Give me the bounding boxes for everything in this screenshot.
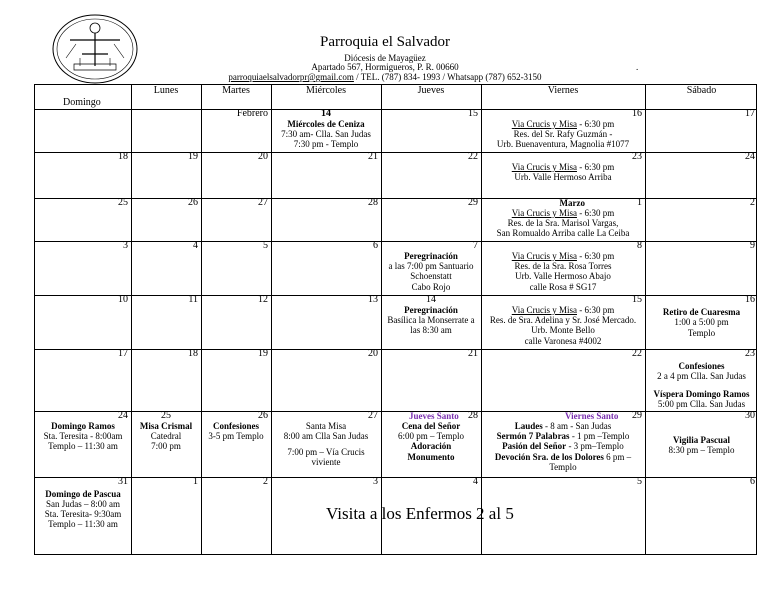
day-cell <box>645 411 758 477</box>
day-cell <box>201 295 271 349</box>
day-cell <box>201 477 271 554</box>
day-number: 7 <box>473 240 478 251</box>
day-cell <box>271 411 381 477</box>
event-line <box>481 305 645 315</box>
day-cell <box>131 477 201 554</box>
day-number: 4 <box>193 240 198 251</box>
day-cell <box>131 411 201 477</box>
day-number: 12 <box>258 294 268 305</box>
day-cell <box>131 152 201 198</box>
day-header-sabado: Sábado <box>686 85 717 96</box>
event-line: Templo – 11:30 am <box>48 519 118 529</box>
event-line: 7:30 am- Clla. San Judas <box>281 129 371 139</box>
day-number: 29 <box>468 197 478 208</box>
day-cell <box>131 295 201 349</box>
event-title: Peregrinación <box>404 305 458 315</box>
event-line <box>481 162 645 172</box>
calendar-grid <box>34 84 757 555</box>
day-number: 25 <box>118 197 128 208</box>
day-cell <box>481 241 645 295</box>
event-line: San Romualdo Arriba calle La Ceiba <box>496 228 630 238</box>
event-time: - 6:30 pm <box>576 119 615 129</box>
day-number: 25 <box>161 410 171 421</box>
day-cell <box>271 109 381 152</box>
day-cell <box>481 411 645 477</box>
address-text: Apartado 567, Hormigueros, P. R. 00660 <box>311 62 459 72</box>
event-time: - 6:30 pm <box>576 162 615 172</box>
day-cell <box>201 349 271 411</box>
event-line: Basílica la Monserrate a <box>387 315 475 325</box>
day-cell <box>35 295 131 349</box>
event-title: Sermón 7 Palabras <box>496 431 570 441</box>
day-cell <box>481 349 645 411</box>
event-title: Peregrinación <box>404 251 458 261</box>
day-number: 10 <box>118 294 128 305</box>
event-line: Santa Misa <box>305 421 347 431</box>
day-cell <box>645 241 758 295</box>
email-link[interactable]: parroquiaelsalvadorpr@gmail.com <box>228 72 354 82</box>
day-number: 27 <box>368 410 378 421</box>
day-cell <box>35 152 131 198</box>
event-title: Via Crucis y Misa <box>511 162 577 172</box>
day-number: 21 <box>368 151 378 162</box>
day-number: 3 <box>373 476 378 487</box>
event-line: a las 7:00 pm Santuario <box>388 261 474 271</box>
event-title: Misa Crismal <box>139 421 193 431</box>
event-time: 6 pm – <box>603 452 632 462</box>
event-title: Cena del Señor <box>401 421 461 431</box>
event-line: 8:00 am Clla San Judas <box>283 431 369 441</box>
event-line: 6:00 pm – Templo <box>398 431 464 441</box>
event-title: Domingo de Pascua <box>45 489 121 499</box>
day-number: 17 <box>745 108 755 119</box>
day-cell <box>381 241 481 295</box>
visita-enfermos-note: Visita a los Enfermos 2 al 5 <box>326 504 514 523</box>
day-number: 20 <box>368 348 378 359</box>
event-line <box>481 251 645 261</box>
event-title: Adoración <box>410 441 452 451</box>
event-time: - 6:30 pm <box>576 305 615 315</box>
event-time: - 8 am - San Judas <box>542 421 612 431</box>
holy-day-tag: Viernes Santo <box>565 411 619 421</box>
stray-mark: . <box>636 62 639 72</box>
event-title: Via Crucis y Misa <box>511 305 577 315</box>
day-cell <box>481 152 645 198</box>
event-line: Res. de la Sra. Marisol Vargas, <box>507 218 619 228</box>
day-header-lunes: Lunes <box>153 85 179 96</box>
day-number: 15 <box>632 294 642 305</box>
event-title: Via Crucis y Misa <box>511 119 577 129</box>
day-cell <box>645 295 758 349</box>
day-cell <box>381 411 481 477</box>
day-cell <box>131 198 201 241</box>
event-title: Retiro de Cuaresma <box>662 307 741 317</box>
day-number: 30 <box>745 410 755 421</box>
day-number: 1 <box>637 197 642 208</box>
event-line: Res. del Sr. Rafy Guzmán - <box>513 129 613 139</box>
day-cell <box>271 349 381 411</box>
day-number: 20 <box>258 151 268 162</box>
day-number: 3 <box>123 240 128 251</box>
day-number: 28 <box>468 410 478 421</box>
day-number: 29 <box>632 410 642 421</box>
day-number: 14 <box>426 294 436 305</box>
event-line <box>481 431 645 441</box>
day-number: 26 <box>188 197 198 208</box>
day-number: 16 <box>632 108 642 119</box>
day-number: 15 <box>468 108 478 119</box>
day-number: 18 <box>118 151 128 162</box>
day-header-jueves: Jueves <box>417 85 445 96</box>
event-title: Monumento <box>407 452 455 462</box>
day-number: 28 <box>368 197 378 208</box>
day-number: 24 <box>118 410 128 421</box>
day-number: 2 <box>263 476 268 487</box>
day-number: 21 <box>468 348 478 359</box>
day-number: 27 <box>258 197 268 208</box>
day-cell <box>35 198 131 241</box>
day-cell <box>201 152 271 198</box>
event-title: Domingo Ramos <box>51 421 115 431</box>
day-cell <box>645 109 758 152</box>
day-number: 23 <box>632 151 642 162</box>
event-line: Urb. Buenaventura, Magnolia #1077 <box>496 139 630 149</box>
day-cell <box>35 349 131 411</box>
event-line <box>481 119 645 129</box>
event-title: Via Crucis y Misa <box>511 208 577 218</box>
phone-info: / TEL. (787) 834- 1993 / Whatsapp (787) 652-3150 <box>353 72 542 82</box>
day-header-viernes: Viernes <box>547 85 579 96</box>
day-cell <box>271 198 381 241</box>
event-line: San Judas – 8:00 am <box>46 499 120 509</box>
day-cell <box>381 349 481 411</box>
event-line: Res. de Sra. Adelina y Sr. José Mercado. <box>489 315 637 325</box>
day-cell <box>35 241 131 295</box>
event-line: Urb. Valle Hermoso Abajo <box>515 271 611 281</box>
event-line: Urb. Monte Bello <box>531 325 595 335</box>
event-title: Víspera Domingo Ramos <box>653 389 750 399</box>
day-number: 5 <box>263 240 268 251</box>
event-line <box>481 208 645 218</box>
event-line: 2 a 4 pm Clla. San Judas <box>657 371 746 381</box>
day-header-domingo: Domingo <box>63 97 101 108</box>
event-line <box>481 421 645 431</box>
event-line: calle Rosa # SG17 <box>529 282 597 292</box>
day-number: 18 <box>188 348 198 359</box>
day-cell <box>645 477 758 554</box>
day-number: 14 <box>321 108 331 119</box>
event-title: Via Crucis y Misa <box>511 251 577 261</box>
event-title: Vigilia Pascual <box>673 435 730 445</box>
day-cell <box>381 295 481 349</box>
day-number: 31 <box>118 476 128 487</box>
event-line: Catedral <box>150 431 182 441</box>
event-line: calle Varonesa #4002 <box>524 336 602 346</box>
diocese-line: Diócesis de Mayagüez <box>344 53 426 63</box>
event-line: Templo <box>549 462 577 472</box>
day-cell <box>35 477 131 554</box>
day-number: 19 <box>258 348 268 359</box>
day-header-martes: Martes <box>222 85 250 96</box>
event-title: Miércoles de Ceniza <box>287 119 365 129</box>
day-cell <box>131 349 201 411</box>
day-cell <box>271 241 381 295</box>
day-cell <box>381 152 481 198</box>
day-cell <box>645 198 758 241</box>
day-cell <box>201 109 271 152</box>
day-cell <box>201 411 271 477</box>
event-line: Res. de la Sra. Rosa Torres <box>514 261 612 271</box>
day-cell <box>481 295 645 349</box>
event-title: Laudes <box>514 421 543 431</box>
day-number: 6 <box>750 476 755 487</box>
event-title: Devoción Sra. de los Dolores <box>494 452 604 462</box>
day-number: 22 <box>468 151 478 162</box>
event-line: 7:30 pm - Templo <box>293 139 359 149</box>
day-cell <box>645 152 758 198</box>
event-line: viviente <box>311 457 341 467</box>
day-number: 5 <box>637 476 642 487</box>
event-line: 3-5 pm Templo <box>208 431 264 441</box>
address-line <box>200 62 639 72</box>
day-cell <box>645 349 758 411</box>
event-title: Pasión del Señor <box>502 441 567 451</box>
event-line: Schoenstatt <box>410 271 452 281</box>
event-line: Cabo Rojo <box>411 282 451 292</box>
day-number: 24 <box>745 151 755 162</box>
day-number: 4 <box>473 476 478 487</box>
event-line: 7:00 pm – Vía Crucis <box>287 447 365 457</box>
event-line: 5:00 pm Clla. San Judas <box>657 399 746 409</box>
day-number: 22 <box>632 348 642 359</box>
day-number: 2 <box>750 197 755 208</box>
parish-logo <box>52 14 138 84</box>
contact-line <box>200 72 570 82</box>
day-header-miercoles: Miércoles <box>306 85 346 96</box>
day-number: 26 <box>258 410 268 421</box>
day-number: 9 <box>750 240 755 251</box>
event-line <box>481 441 645 451</box>
day-number: 8 <box>637 240 642 251</box>
day-cell <box>271 152 381 198</box>
event-line: Sta. Teresita- 9:30am <box>44 509 122 519</box>
day-cell <box>201 241 271 295</box>
event-line: 8:30 pm – Templo <box>668 445 735 455</box>
day-number: 19 <box>188 151 198 162</box>
day-number: 23 <box>745 348 755 359</box>
day-cell <box>271 295 381 349</box>
event-line: 7:00 pm <box>151 441 181 451</box>
day-cell <box>131 241 201 295</box>
day-cell <box>481 109 645 152</box>
day-number: 13 <box>368 294 378 305</box>
event-time: - 6:30 pm <box>576 208 615 218</box>
event-line: Templo <box>687 328 716 338</box>
month-label: Febrero <box>236 108 268 119</box>
parish-title: Parroquia el Salvador <box>320 34 450 50</box>
event-line: las 8:30 am <box>410 325 452 335</box>
event-line: 1:00 a 5:00 pm <box>674 317 729 327</box>
day-number: 17 <box>118 348 128 359</box>
event-title: Confesiones <box>212 421 259 431</box>
event-line: Urb. Valle Hermoso Arriba <box>514 172 612 182</box>
event-time: - 1 pm –Templo <box>569 431 630 441</box>
event-line <box>481 452 645 462</box>
event-time: - 6:30 pm <box>576 251 615 261</box>
day-number: 16 <box>745 294 755 305</box>
event-line: Templo – 11:30 am <box>48 441 118 451</box>
event-time: - 3 pm–Templo <box>566 441 624 451</box>
event-title: Confesiones <box>678 361 725 371</box>
month-label: Marzo <box>559 198 585 208</box>
day-number: 1 <box>193 476 198 487</box>
holy-day-tag: Jueves Santo <box>409 411 459 421</box>
day-cell <box>35 411 131 477</box>
day-cell <box>381 109 481 152</box>
day-number: 6 <box>373 240 378 251</box>
day-cell <box>481 198 645 241</box>
event-line: Sta. Teresita - 8:00am <box>43 431 123 441</box>
day-number: 11 <box>188 294 198 305</box>
day-cell <box>201 198 271 241</box>
day-cell <box>381 198 481 241</box>
